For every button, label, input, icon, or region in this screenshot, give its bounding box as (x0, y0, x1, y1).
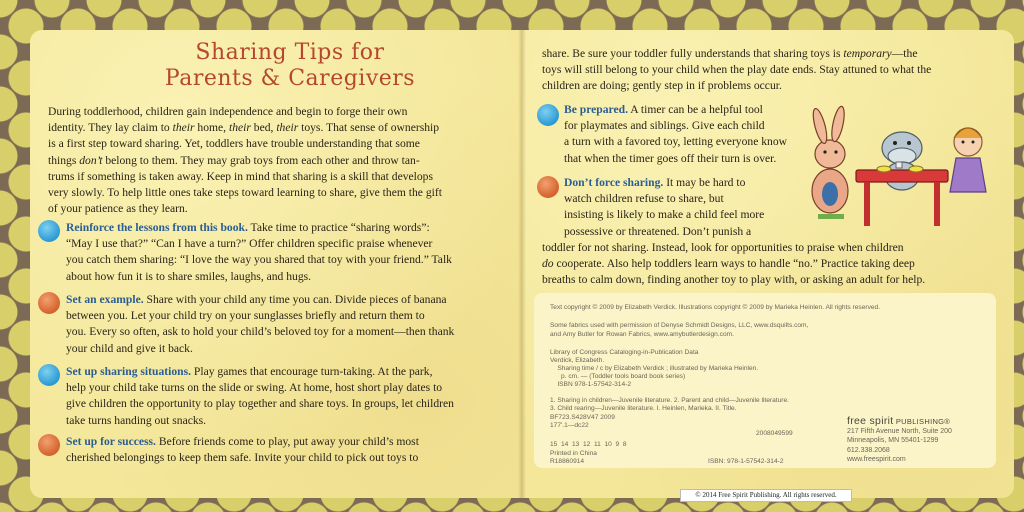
intro-paragraph (48, 104, 510, 217)
blue-bullet-icon (38, 364, 60, 386)
copyright-line: Text copyright © 2009 by Elizabeth Verdick. Illustrations copyright © 2009 by Marieka Heinlen. All rights reserved. (550, 304, 881, 311)
footer-copyright: © 2014 Free Spirit Publishing. All rights reserved. (680, 489, 852, 502)
tip-heading: Set up for success. (66, 435, 156, 448)
intro-line: During toddlerhood, children gain independence and begin to forge their own (48, 105, 408, 118)
orange-bullet-icon (38, 434, 60, 456)
tip-example: Set an example. Share with your child any time you can. Divide pieces of banana between you. Let your child try on your sunglasses briefly and return them to you. Every so often, ask to hold your child’s beloved toy for a moment—then thank your child and give it back. (66, 293, 455, 355)
cip-line: 3. Child rearing—Juvenile literature. I. Heinlen, Marieka. II. Title. (550, 405, 737, 412)
title-line-2: Parents & Caregivers (164, 66, 416, 91)
lccn-number: 2008049599 (756, 430, 793, 437)
blue-bullet-icon (38, 220, 60, 242)
intro-line: trums if something is taken away. Keep in mind that sharing is a skill that develops (48, 169, 433, 183)
tip-heading: Set an example. (66, 293, 144, 306)
orange-bullet-icon (38, 292, 60, 314)
copyright-line: Some fabrics used with permission of Denyse Schmidt Designs, LLC, www.dsquilts.com, (550, 322, 809, 329)
publisher-block: free spirit PUBLISHING® 217 Fifth Avenue North, Suite 200 Minneapolis, MN 55401-1299 612.338.2068 www.freespirit.com (847, 415, 952, 464)
cip-line: Verdick, Elizabeth. (550, 357, 605, 364)
cip-line: 1. Sharing in children—Juvenile literature. 2. Parent and child—Juvenile literature. (550, 397, 789, 404)
tip-heading: Don’t force sharing. (564, 176, 664, 189)
page-title (100, 40, 480, 92)
blue-bullet-icon (537, 104, 559, 126)
cip-line: p. cm. — (Toddler tools board book series) (550, 373, 686, 380)
tip-dont-force-body: toddler for not sharing. Instead, look for opportunities to praise when children do cooperate. Also help toddlers learn ways to handle “no.” Practice taking deep breaths to calm down, finding another toy to play with, or asking an adult for help. (542, 241, 926, 287)
cip-heading: Library of Congress Cataloging-in-Publication Data (550, 349, 699, 356)
title-line-1: Sharing Tips for (195, 40, 385, 65)
copyright-panel (534, 293, 996, 468)
right-page (522, 30, 1014, 498)
cip-line: BF723.S428V47 2009 (550, 414, 615, 421)
tip-heading: Be prepared. (564, 103, 628, 116)
tip-success: Set up for success. Before friends come to play, put away your child’s most cherished belongings to keep them safe. Invite your child to pick out toys to (66, 435, 419, 465)
intro-line: things don’t belong to them. They may grab toys from each other and throw tan- (48, 153, 420, 167)
tip-situations: Set up sharing situations. Play games that encourage turn-taking. At the park, help your child take turns on the slide or swing. At home, host short play dates to give children the opportunity to play together and share toys. In groups, let children take turns handing out snacks. (66, 365, 454, 427)
tip-dont-force-head: Don’t force sharing. It may be hard to watch children refuse to share, but insisting is likely to make a child feel more possessive or threatened. Don’t punish a (564, 176, 765, 238)
cip-line: Sharing time / c by Elizabeth Verdick ; illustrated by Marieka Heinlen. (550, 365, 759, 372)
intro-line: very slowly. To help little ones take steps toward learning to share, give them the gift (48, 186, 442, 200)
tip-heading: Reinforce the lessons from this book. (66, 221, 248, 234)
tip-reinforce: Reinforce the lessons from this book. Take time to practice “sharing words”: “May I use that?” “Can I have a turn?” Offer children specific praise whenever you catch them sharing: “I love the way you shared that toy with your friend.” Talk about how fun it is to share smiles, laughs, and hugs. (66, 221, 452, 283)
book-spread (30, 30, 1014, 498)
publisher-name: free spirit PUBLISHING® (847, 415, 951, 427)
tip-heading: Set up sharing situations. (66, 365, 191, 378)
cip-line: ISBN 978-1-57542-314-2 (550, 381, 632, 388)
copyright-line: and Amy Butler for Rowan Fabrics, www.amybutlerdesign.com. (550, 331, 734, 338)
orange-bullet-icon (537, 176, 559, 198)
continued-text: share. Be sure your toddler fully understands that sharing toys is temporary—the toys will still belong to your child when the play date ends. Stay attuned to what the children are doing; gently step in if problems occur. (542, 47, 932, 93)
book-spine (518, 30, 526, 498)
print-code: R18860914 (550, 458, 585, 465)
left-page (30, 30, 522, 498)
cip-line: 177'.1—dc22 (550, 422, 589, 429)
intro-line: is a first step toward sharing. Yet, toddlers have trouble understanding that some (48, 137, 420, 151)
intro-line: identity. They lay claim to their home, their bed, their toys. That sense of ownership (48, 121, 440, 135)
tip-prepared: Be prepared. A timer can be a helpful tool for playmates and siblings. Give each child a turn with a favored toy, letting everyone know that when the timer goes off their turn is over. (564, 103, 788, 165)
printing-numbers: 15 14 13 12 11 10 9 8 (550, 441, 627, 448)
isbn: ISBN: 978-1-57542-314-2 (708, 458, 784, 465)
children-table-illustration (798, 96, 1004, 232)
intro-line: of your patience as they learn. (48, 202, 188, 216)
printed-in: Printed in China (550, 450, 597, 457)
